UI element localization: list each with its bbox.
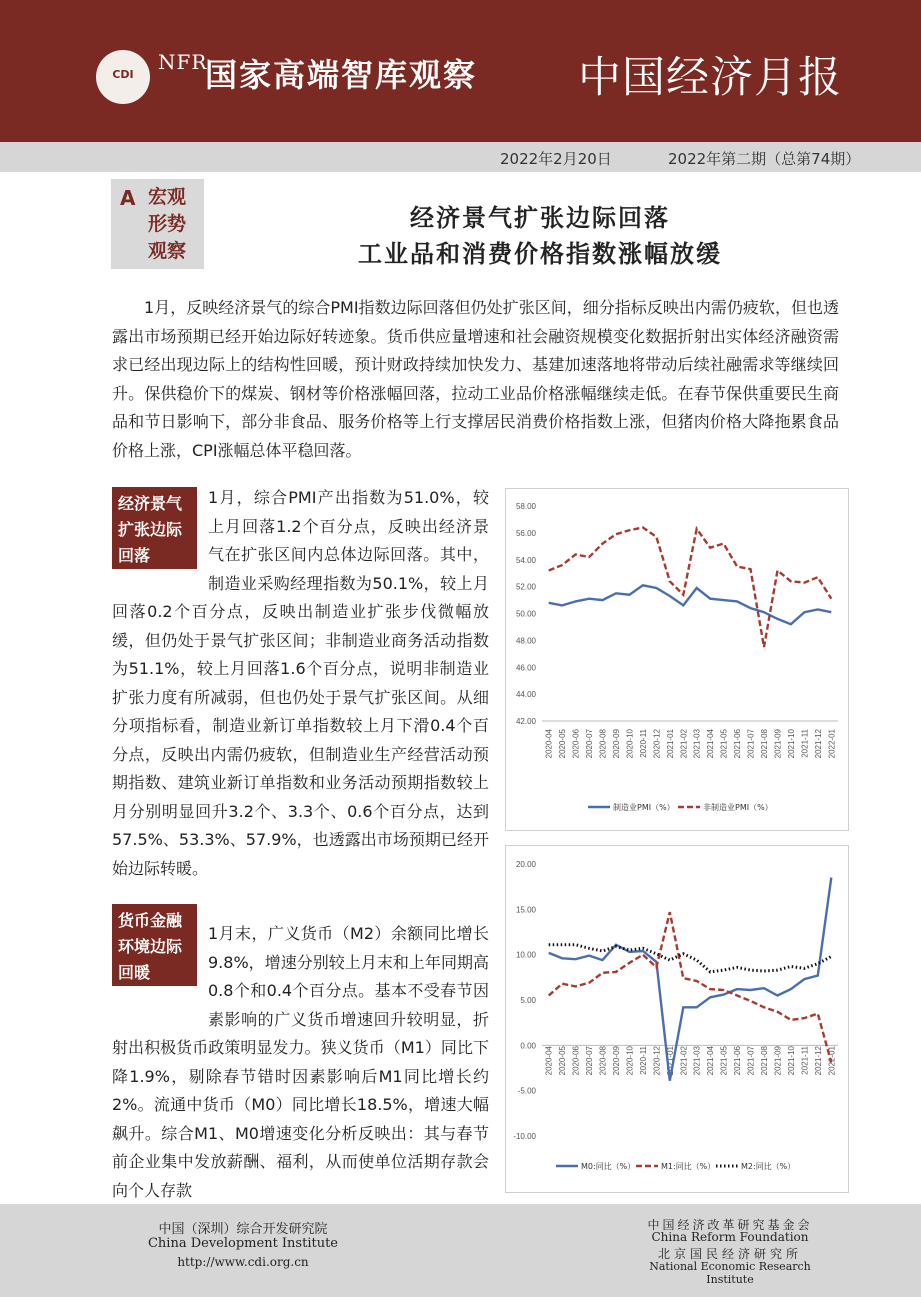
y-tick-label: 48.00 <box>515 636 536 646</box>
x-tick-label: 2021-10 <box>786 729 796 759</box>
x-tick-label: 2021-07 <box>746 1046 756 1076</box>
legend-label: M1:同比（%） <box>661 1162 716 1171</box>
section-letter: A <box>120 186 136 210</box>
footer-right-en2: National Economic Research Institute <box>649 1260 811 1286</box>
x-tick-label: 2021-02 <box>679 1046 689 1076</box>
x-tick-label: 2020-12 <box>652 1046 662 1076</box>
x-tick-label: 2021-09 <box>773 729 783 759</box>
publication-title: 中国经济月报 <box>578 53 842 103</box>
pmi-text: 1月，综合PMI产出指数为51.0%，较上月回落1.2个百分点，反映出经济景气在扩张区间内总体边际回落。其中，制造业采购经理指数为50.1%，较上月回落0.2个百分点，反映出制造业扩张步伐微幅放缓，但仍处于景气扩张区间；非制造业商务活动指数为51.1%，较上月回落1.6个百分点，说明非制造业扩张力度有所减弱，但也仍处于景气扩张区间。从细分项指标看，制造业新订单指数较上月下滑0.4个百分点，反映出内需仍疲软，但制造业生产经营活动预期指数、建筑业新订单指数和业务活动预期指数较上月分别明显回升3.2个、3.3个、0.6个百分点，达到57.5%、53.3%、57.9%，也透露出市场预期已经开始边际转暖。 <box>112 488 489 878</box>
headline-line2: 工业品和消费价格指数涨幅放缓 <box>358 240 722 268</box>
pmi-chart-svg <box>506 489 848 830</box>
x-tick-label: 2022-01 <box>827 729 837 759</box>
series-line <box>549 585 832 624</box>
money-chart <box>505 845 849 1193</box>
y-tick-label: 46.00 <box>515 663 536 673</box>
x-tick-label: 2020-05 <box>558 729 568 759</box>
x-tick-label: 2021-04 <box>706 1046 716 1076</box>
x-tick-label: 2020-08 <box>598 729 608 759</box>
footer-left-en: China Development Institute <box>147 1236 339 1251</box>
money-chart-svg <box>506 846 848 1192</box>
footer-right-cn2: 北京国民经济研究所 <box>657 1247 802 1261</box>
x-tick-label: 2020-06 <box>571 729 581 759</box>
y-tick-label: 58.00 <box>515 502 536 511</box>
y-tick-label: 50.00 <box>515 609 536 619</box>
x-tick-label: 2021-06 <box>733 1046 743 1076</box>
x-tick-label: 2021-07 <box>746 729 756 759</box>
legend-label: 非制造业PMI（%） <box>703 803 773 812</box>
x-tick-label: 2021-04 <box>706 729 716 759</box>
issue-date: 2022年2月20日 <box>500 150 612 168</box>
series-line <box>549 528 832 648</box>
x-tick-label: 2021-08 <box>760 1046 769 1076</box>
x-tick-label: 2022-01 <box>827 1046 837 1076</box>
y-tick-label: 56.00 <box>515 528 536 538</box>
footer-right-cn1: 中国经济改革研究基金会 <box>647 1218 813 1232</box>
issue-number: 2022年第二期（总第74期） <box>668 150 861 168</box>
y-tick-label: 15.00 <box>515 905 536 915</box>
footer-left-url: http://www.cdi.org.cn <box>177 1255 309 1269</box>
x-tick-label: 2021-12 <box>813 729 823 759</box>
headline <box>230 200 850 272</box>
x-tick-label: 2020-07 <box>585 729 595 759</box>
y-tick-label: 20.00 <box>515 860 536 869</box>
brand-name: 国家高端智库观察 <box>205 56 478 94</box>
x-tick-label: 2020-04 <box>544 729 554 759</box>
x-tick-label: 2021-08 <box>760 729 769 759</box>
x-tick-label: 2020-11 <box>638 1046 648 1075</box>
x-tick-label: 2021-06 <box>733 729 743 759</box>
section-name: 宏观形势观察 <box>148 186 187 262</box>
x-tick-label: 2020-10 <box>625 1046 635 1076</box>
sidebox-money: 货币金融环境边际回暖 <box>112 904 197 986</box>
y-tick-label: -10.00 <box>513 1132 536 1141</box>
pmi-chart <box>505 488 849 831</box>
x-tick-label: 2020-04 <box>544 1046 554 1076</box>
x-tick-label: 2020-09 <box>612 729 621 759</box>
legend-label: M0:同比（%） <box>581 1162 636 1171</box>
x-tick-label: 2021-11 <box>800 729 810 758</box>
y-tick-label: 0.00 <box>520 1041 536 1051</box>
x-tick-label: 2021-03 <box>692 729 702 759</box>
x-tick-label: 2020-10 <box>625 729 635 759</box>
logo-seal-text: CDI <box>112 68 134 81</box>
x-tick-label: 2021-02 <box>679 729 689 759</box>
x-tick-label: 2020-12 <box>652 729 662 759</box>
y-tick-label: 42.00 <box>515 717 536 726</box>
y-tick-label: 54.00 <box>515 555 536 565</box>
x-tick-label: 2020-09 <box>612 1046 621 1076</box>
series-line <box>549 912 832 1063</box>
x-tick-label: 2020-06 <box>571 1046 581 1076</box>
intro-paragraph: 1月，反映经济景气的综合PMI指数边际回落但仍处扩张区间，细分指标反映出内需仍疲软，但也透露出市场预期已经开始边际好转迹象。货币供应量增速和社会融资规模变化数据折射出实体经济融资需求已经出现边际上的结构性回暖，预计财政持续加快发力、基建加速落地将带动后续社融需求等继续回升。保供稳价下的煤炭、钢材等价格涨幅回落，拉动工业品价格涨幅继续走低。在春节保供重要民生商品和节日影响下，部分非食品、服务价格等上行支撑居民消费价格指数上涨，但猪肉价格大降拖累食品价格上涨，CPI涨幅总体平稳回落。 <box>112 298 839 460</box>
x-tick-label: 2021-05 <box>719 1046 729 1076</box>
headline-line1: 经济景气扩张边际回落 <box>410 204 670 232</box>
x-tick-label: 2021-10 <box>786 1046 796 1076</box>
x-tick-label: 2021-05 <box>719 729 729 759</box>
footer-left-cn: 中国（深圳）综合开发研究院 <box>158 1222 328 1237</box>
x-tick-label: 2020-11 <box>638 729 648 758</box>
x-tick-label: 2020-05 <box>558 1046 568 1076</box>
y-tick-label: 44.00 <box>515 690 536 700</box>
cdi-logo-seal <box>96 50 150 104</box>
x-tick-label: 2021-12 <box>813 1046 823 1076</box>
x-tick-label: 2020-08 <box>598 1046 608 1076</box>
y-tick-label: -5.00 <box>517 1086 536 1096</box>
sidebox-economy: 经济景气扩张边际回落 <box>112 487 197 569</box>
x-tick-label: 2021-03 <box>692 1046 702 1076</box>
x-tick-label: 2021-09 <box>773 1046 783 1076</box>
series-line <box>549 945 832 972</box>
legend-label: M2:同比（%） <box>741 1162 796 1171</box>
y-tick-label: 10.00 <box>515 950 536 960</box>
y-tick-label: 5.00 <box>520 996 536 1005</box>
x-tick-label: 2020-07 <box>585 1046 595 1076</box>
x-tick-label: 2021-01 <box>665 1046 675 1076</box>
legend-label: 制造业PMI（%） <box>613 803 675 812</box>
money-text: 1月末，广义货币（M2）余额同比增长9.8%，增速分别较上月末和上年同期高0.8个和0.4个百分点。基本不受春节因素影响的广义货币增速回升较明显，折射出积极货币政策明显发力。狭义货币（M1）同比下降1.9%，剔除春节错时因素影响后M1同比增长约2%。流通中货币（M0）同比增长18.5%，增速大幅飙升。综合M1、M0增速变化分析反映出：其与春节前企业集中发放薪酬、福利，从而使单位活期存款会向个人存款 <box>112 924 489 1200</box>
nfr-logo: NFR <box>158 50 208 74</box>
footer-right-en1: China Reform Foundation <box>651 1230 809 1244</box>
x-tick-label: 2021-01 <box>665 729 675 759</box>
y-tick-label: 52.00 <box>515 582 536 592</box>
x-tick-label: 2021-11 <box>800 1046 810 1075</box>
